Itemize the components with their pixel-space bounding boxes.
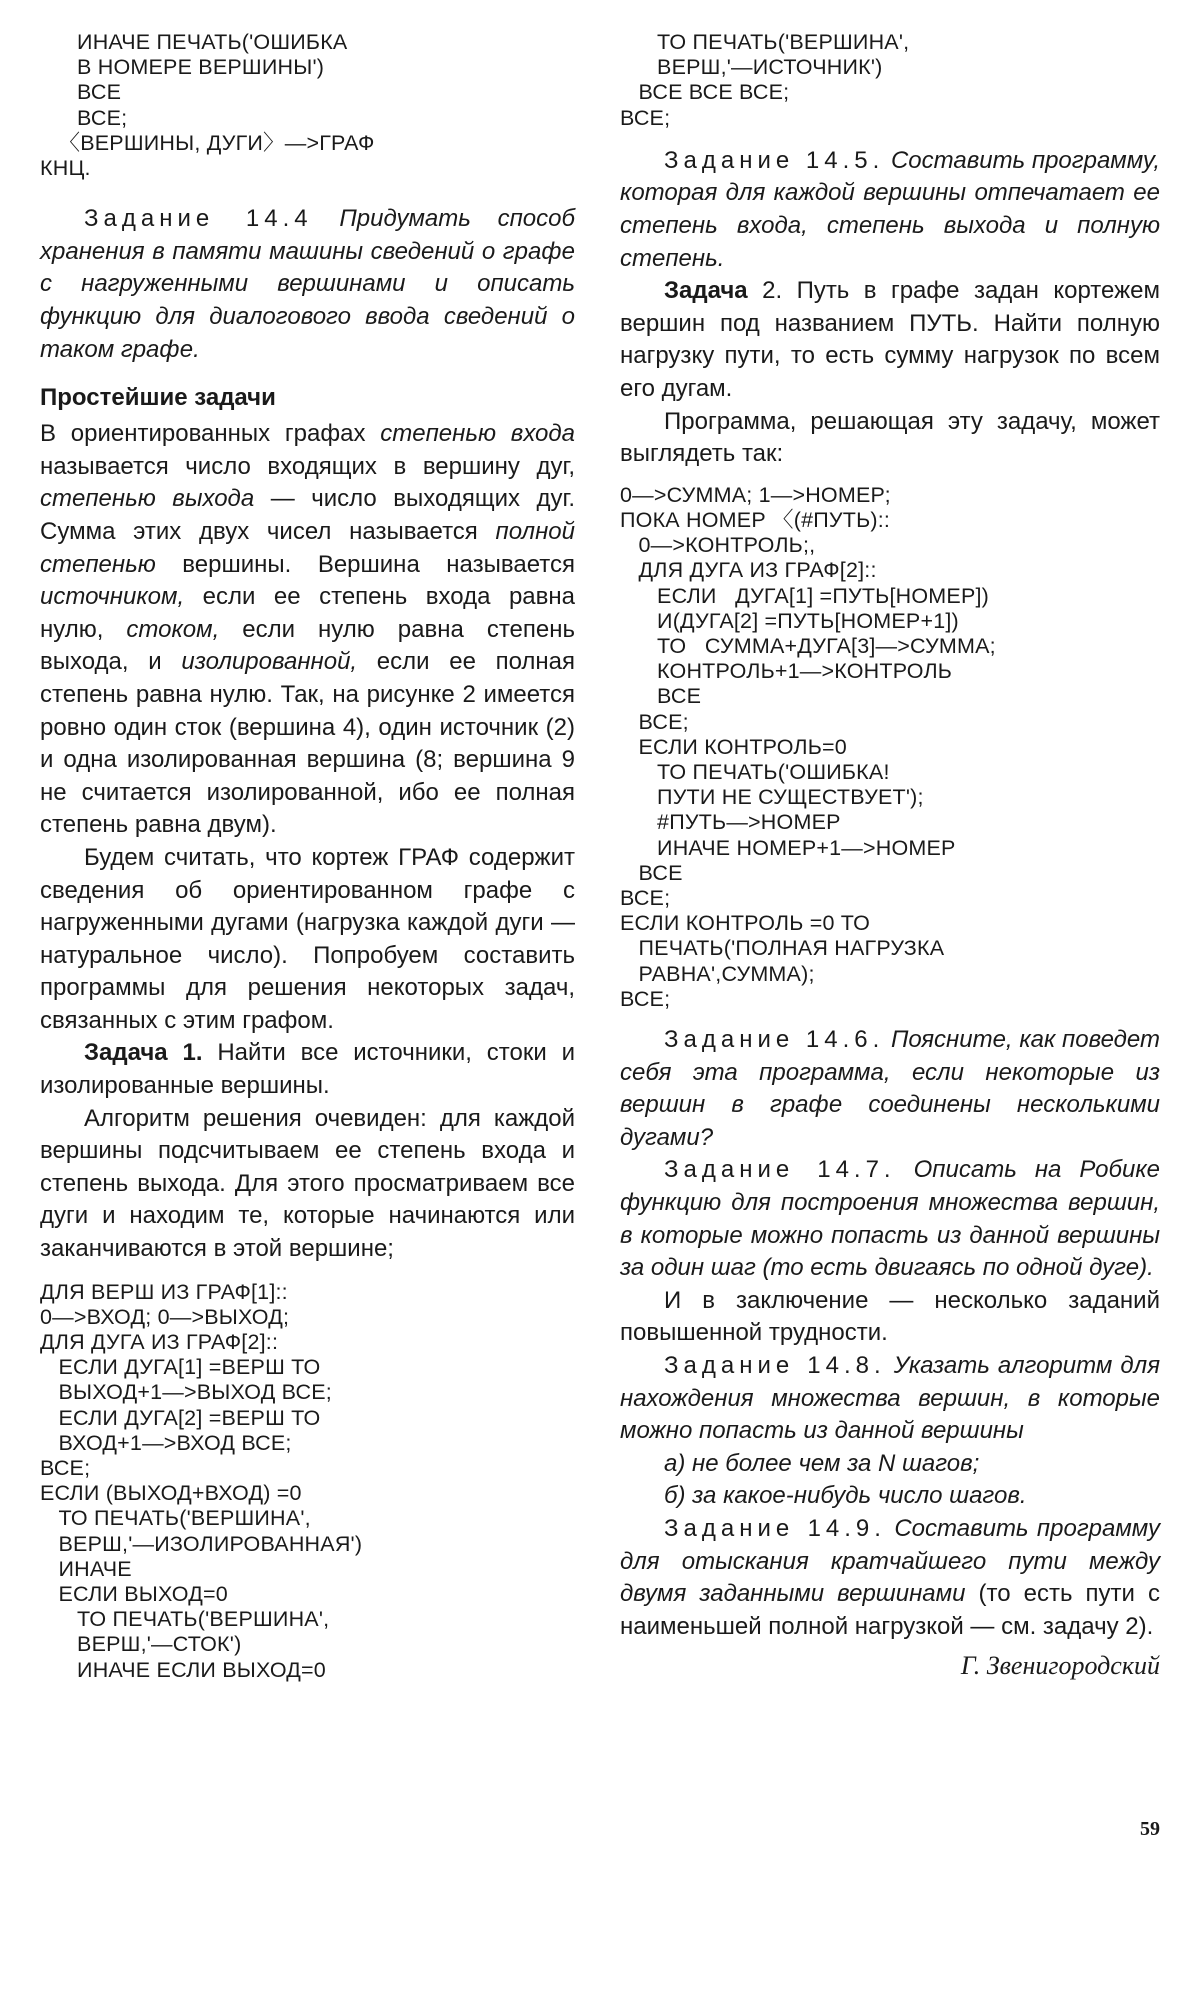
definitions-paragraph: В ориентированных графах степенью входа называется число входящих в вершину дуг, степенью выхода — число выходящих дуг. Сумма этих двух чисел называется полной степенью вершины. Вершина называется источником, если ее степень входа равна нулю, стоком, если нулю равна степень выхода, и изолированной, если ее полная степень равна нулю. Так, на рисунке 2 имеется ровно один сток (вершина 4), один источник (2) и одна изолированная вершина (8; вершина 9 не считается изолированной, ибо ее полная степень равна двум). [40, 420, 576, 839]
code-block-task-1-end: ТО ПЕЧАТЬ('ВЕРШИНА', ВЕРШ,'—ИСТОЧНИК') ВСЕ ВСЕ ВСЕ; ВСЕ; [620, 30, 910, 130]
task-2: Задача 2. Путь в графе задан кортежем вершин под названием ПУТЬ. Найти полную нагрузку пути, то есть сумму нагрузок по всем его дугам. [620, 277, 1160, 402]
task-14-8-b: б) за какое-нибудь число шагов. [664, 1482, 1027, 1510]
code-block-end-of-graph-input: ИНАЧЕ ПЕЧАТЬ('ОШИБКА В НОМЕРЕ ВЕРШИНЫ') ВСЕ ВСЕ; 〈ВЕРШИНЫ, ДУГИ〉—>ГРАФ КНЦ. [40, 30, 375, 181]
task-14-8-a: а) не более чем за N шагов; [664, 1449, 980, 1477]
right-column [620, 30, 1160, 1681]
left-column [40, 30, 575, 1683]
task-14-9: Задание 14.9. Составить программу для отыскания кратчайшего пути между двумя заданными вершинами (то есть пути с наименьшей полной нагрузкой — см. задачу 2). [620, 1514, 1160, 1640]
code-block-task-1: ДЛЯ ВЕРШ ИЗ ГРАФ[1]:: 0—>ВХОД; 0—>ВЫХОД; ДЛЯ ДУГА ИЗ ГРАФ[2]:: ЕСЛИ ДУГА[1] =ВЕРШ ТО ВЫХОД+1—>ВЫХОД ВСЕ; ЕСЛИ ДУГА[2] =ВЕРШ ТО ВХОД+1—>ВХОД ВСЕ; ВСЕ; ЕСЛИ (ВЫХОД+ВХОД) =0 ТО ПЕЧАТЬ('ВЕРШИНА', ВЕРШ,'—ИЗОЛИРОВАННАЯ') ИНАЧЕ ЕСЛИ ВЫХОД=0 ТО ПЕЧАТЬ('ВЕРШИНА', ВЕРШ,'—СТОК') ИНАЧЕ ЕСЛИ ВЫХОД=0 [40, 1279, 363, 1682]
task-14-6: Задание 14.6. Поясните, как поведет себя эта программа, если некоторые из вершин в графе соединены несколькими дугами? [620, 1026, 1161, 1151]
code-block-task-2: 0—>СУММА; 1—>НОМЕР; ПОКА НОМЕР 〈(#ПУТЬ):: 0—>КОНТРОЛЬ;, ДЛЯ ДУГА ИЗ ГРАФ[2]:: ЕСЛИ ДУГА[1] =ПУТЬ[НОМЕР]) И(ДУГА[2] =ПУТЬ[НОМЕР+1]) ТО СУММА+ДУГА[3]—>СУММА; КОНТРОЛЬ+1—>КОНТРОЛЬ ВСЕ ВСЕ; ЕСЛИ КОНТРОЛЬ=0 ТО ПЕЧАТЬ('ОШИБКА! ПУТИ НЕ СУЩЕСТВУЕТ'); #ПУТЬ—>НОМЕР ИНАЧЕ НОМЕР+1—>НОМЕР ВСЕ ВСЕ; ЕСЛИ КОНТРОЛЬ =0 ТО ПЕЧАТЬ('ПОЛНАЯ НАГРУЗКА РАВНА',СУММА); ВСЕ; [620, 482, 996, 1011]
task-1: Задача 1. Найти все источники, стоки и изолированные вершины. [40, 1039, 575, 1100]
task-14-7: Задание 14.7. Описать на Робике функцию для построения множества вершин, в которые можно попасть из данной вершины за один шаг (то есть двигаясь по одной дуге). [620, 1156, 1161, 1282]
program-intro: Программа, решающая эту задачу, может выглядеть так: [620, 407, 1160, 468]
page-number: 59 [1140, 1818, 1160, 1840]
graph-tuple-paragraph: Будем считать, что кортеж ГРАФ содержит сведения об ориентированном графе с нагруженными дугами (нагрузка каждой дуги — натуральное число). Попробуем составить программы для решения некоторых задач, связанных с этим графом. [40, 843, 575, 1034]
task-14-4: Задание 14.4 Придумать способ хранения в памяти машины сведений о графе с нагруженными вершинами и описать функцию для диалогового ввода сведений о таком графе. [40, 205, 575, 363]
task-14-8: Задание 14.8. Указать алгоритм для нахождения множества вершин, в которые можно попасть из данной вершины [620, 1351, 1161, 1445]
algorithm-paragraph: Алгоритм решения очевиден: для каждой вершины подсчитываем ее степень входа и степень выхода. Для этого просматриваем все дуги и находим те, которые начинаются или заканчиваются в этой вершине; [40, 1104, 575, 1263]
author-signature: Г. Звенигородский [960, 1651, 1160, 1681]
conclusion-paragraph: И в заключение — несколько заданий повышенной трудности. [620, 1286, 1160, 1347]
section-heading: Простейшие задачи [40, 384, 276, 412]
task-14-5: Задание 14.5. Составить программу, которая для каждой вершины отпечатает ее степень входа, степень выхода и полную степень. [620, 146, 1160, 272]
